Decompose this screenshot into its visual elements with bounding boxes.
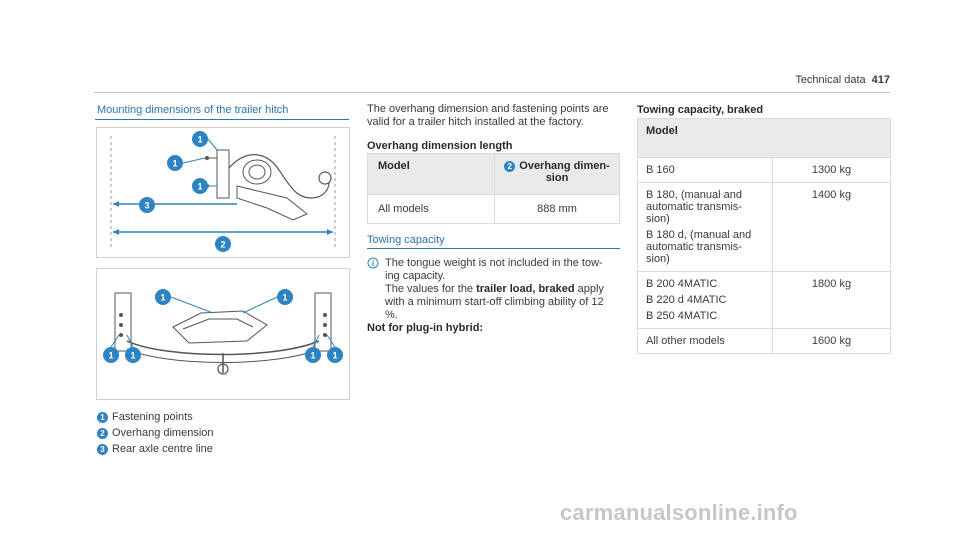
figure-legend: [97, 409, 214, 457]
legend-item: 1 Fastening points: [97, 409, 214, 425]
braked-col-model: Model: [638, 119, 891, 158]
svg-text:1: 1: [282, 292, 288, 303]
row-models: B 200 4MATIC B 220 d 4MATIC B 250 4MATIC: [638, 272, 773, 329]
overhang-table: [367, 153, 620, 224]
svg-text:2: 2: [220, 239, 226, 250]
legend-badge: 2: [97, 428, 108, 439]
page-header: [795, 74, 890, 86]
table-row: [638, 183, 891, 272]
fig2-marker: [125, 347, 141, 363]
mounting-title-rule: [95, 119, 349, 120]
overhang-col-dimension: 2 Overhang dimen-sion: [495, 154, 620, 195]
fig2-marker: [155, 289, 171, 305]
not-for-plugin-heading: Not for plug-in hybrid:: [367, 322, 484, 334]
fig1-marker: [215, 236, 231, 252]
fig1-marker: [192, 178, 208, 194]
fig1-marker: [192, 131, 208, 147]
row-value: 1800 kg: [773, 272, 891, 329]
watermark: carmanualsonline.info: [560, 500, 798, 525]
svg-text:3: 3: [144, 200, 150, 211]
legend-item: 3 Rear axle centre line: [97, 441, 214, 457]
svg-text:1: 1: [108, 350, 114, 361]
svg-text:1: 1: [160, 292, 166, 303]
info-icon: [367, 257, 379, 269]
svg-text:1: 1: [332, 350, 338, 361]
overhang-row-model: All models: [368, 195, 495, 224]
overhang-heading: Overhang dimension length: [367, 140, 513, 152]
fig2-marker: [103, 347, 119, 363]
braked-title: Towing capacity, braked: [637, 104, 764, 116]
svg-text:1: 1: [130, 350, 136, 361]
overhang-col-model: Model: [368, 154, 495, 195]
mounting-title: Mounting dimensions of the trailer hitch: [97, 104, 289, 116]
fig2-marker: [305, 347, 321, 363]
header-rule: [94, 92, 890, 93]
section-name: Technical data: [795, 74, 866, 86]
trailer-hitch-rear-figure: [96, 268, 350, 400]
table-row: [638, 158, 891, 183]
svg-text:1: 1: [197, 134, 203, 145]
towing-note: The tongue weight is not included in the tow-ing capacity. The values for the trailer load, braked apply with a minimum start-off climbing ability of 12 %.: [367, 257, 617, 322]
row-models: All other models: [638, 329, 773, 354]
legend-badge: 3: [97, 444, 108, 455]
fig2-marker: [277, 289, 293, 305]
legend-item: 2 Overhang dimension: [97, 425, 214, 441]
trailer-hitch-side-figure: [96, 127, 350, 258]
overhang-intro: The overhang dimension and fastening points are valid for a trailer hitch installed at the factory.: [367, 103, 609, 128]
row-value: 1300 kg: [773, 158, 891, 183]
row-models: B 180, (manual and automatic transmis-sion) B 180 d, (manual and automatic transmis-sion): [638, 183, 773, 272]
legend-badge: 1: [97, 412, 108, 423]
towing-capacity-title: Towing capacity: [367, 234, 445, 246]
row-value: 1600 kg: [773, 329, 891, 354]
towing-braked-table: [637, 118, 891, 354]
svg-text:1: 1: [172, 158, 178, 169]
table-row: [638, 329, 891, 354]
fig1-marker: [167, 155, 183, 171]
table-row: [638, 272, 891, 329]
row-models: B 160: [638, 158, 773, 183]
overhang-row-value: 888 mm: [495, 195, 620, 224]
towing-title-rule: [367, 248, 620, 249]
svg-text:1: 1: [197, 181, 203, 192]
row-value: 1400 kg: [773, 183, 891, 272]
fig2-marker: [327, 347, 343, 363]
fig1-marker: [139, 197, 155, 213]
svg-text:1: 1: [310, 350, 316, 361]
page-number: 417: [871, 74, 890, 86]
